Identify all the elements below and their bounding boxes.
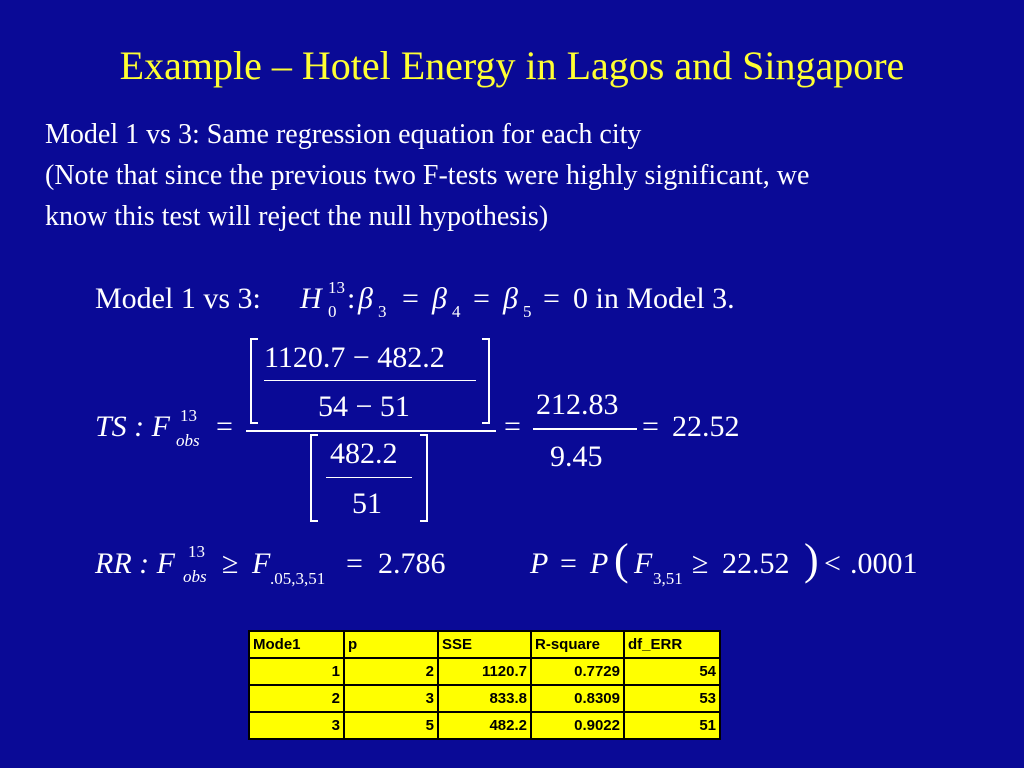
den-bracket-right bbox=[426, 434, 428, 522]
frac-bar bbox=[533, 428, 637, 430]
p-open-paren: ( bbox=[614, 535, 629, 584]
ts-superscript: 13 bbox=[180, 406, 197, 425]
ts-equals-2: = bbox=[504, 410, 521, 443]
den-top: 482.2 bbox=[330, 437, 398, 470]
rr-label: RR : F bbox=[95, 547, 175, 580]
rr-superscript: 13 bbox=[188, 542, 205, 561]
equals-2: = bbox=[473, 282, 490, 315]
den-inner-fraction-bar bbox=[326, 477, 412, 478]
ts-equals-3: = bbox=[642, 410, 659, 443]
table-cell: 54 bbox=[624, 658, 720, 685]
den-bracket-left-bottom bbox=[310, 520, 318, 522]
frac-bottom: 9.45 bbox=[550, 440, 603, 473]
num-top: 1120.7 − 482.2 bbox=[264, 341, 445, 374]
den-bracket-left-top bbox=[310, 434, 318, 436]
table-cell: 482.2 bbox=[438, 712, 531, 739]
num-bracket-right-top bbox=[482, 338, 490, 340]
h-superscript: 13 bbox=[328, 278, 345, 297]
p-symbol: P bbox=[530, 547, 549, 580]
den-bracket-right-bottom bbox=[420, 520, 428, 522]
p-close-paren: ) bbox=[804, 535, 819, 584]
ts-subscript: obs bbox=[176, 431, 200, 450]
main-fraction-bar bbox=[246, 430, 496, 432]
ts-result: 22.52 bbox=[672, 410, 740, 443]
table-header-row bbox=[249, 631, 720, 658]
rr-subscript: obs bbox=[183, 567, 207, 586]
num-bracket-right bbox=[488, 338, 490, 424]
beta3-symbol: β bbox=[358, 282, 373, 315]
num-bracket-left bbox=[250, 338, 252, 424]
intro-line-3: know this test will reject the null hypothesis) bbox=[45, 201, 549, 232]
table-row bbox=[249, 658, 720, 685]
beta5-subscript: 5 bbox=[523, 302, 532, 321]
num-bottom: 54 − 51 bbox=[318, 390, 410, 423]
num-bracket-right-bottom bbox=[482, 422, 490, 424]
model-comparison-table bbox=[248, 630, 721, 740]
den-bracket-left bbox=[310, 434, 312, 522]
table-header-cell: SSE bbox=[438, 631, 531, 658]
table-cell: 1 bbox=[249, 658, 344, 685]
table-cell: 2 bbox=[344, 658, 438, 685]
table-cell: 0.8309 bbox=[531, 685, 624, 712]
intro-line-1: Model 1 vs 3: Same regression equation for each city bbox=[45, 119, 642, 150]
table-cell: 53 bbox=[624, 685, 720, 712]
p-less-than: < bbox=[824, 547, 841, 580]
table-row bbox=[249, 712, 720, 739]
hypothesis-zero-in-model: 0 in Model 3. bbox=[573, 282, 735, 315]
table-cell: 0.9022 bbox=[531, 712, 624, 739]
p-equals: = bbox=[560, 547, 577, 580]
den-bracket-right-top bbox=[420, 434, 428, 436]
table-cell: 1120.7 bbox=[438, 658, 531, 685]
frac-top: 212.83 bbox=[536, 388, 619, 421]
table-header-cell: p bbox=[344, 631, 438, 658]
table-header-cell: df_ERR bbox=[624, 631, 720, 658]
p-f-symbol: F bbox=[634, 547, 653, 580]
slide-title: Example – Hotel Energy in Lagos and Singapore bbox=[119, 43, 905, 88]
table-header-cell: Mode1 bbox=[249, 631, 344, 658]
table-cell: 2 bbox=[249, 685, 344, 712]
rr-value: 2.786 bbox=[378, 547, 446, 580]
table-cell: 51 bbox=[624, 712, 720, 739]
num-bracket-left-top bbox=[250, 338, 258, 340]
intro-text bbox=[45, 114, 995, 237]
rr-f-critical-subscript: .05,3,51 bbox=[270, 569, 326, 588]
table-cell: 0.7729 bbox=[531, 658, 624, 685]
p-geq: ≥ bbox=[692, 547, 709, 580]
h-colon: : bbox=[347, 282, 356, 315]
table-cell: 3 bbox=[249, 712, 344, 739]
beta5-symbol: β bbox=[503, 282, 518, 315]
p-result: .0001 bbox=[850, 547, 918, 580]
num-inner-fraction-bar bbox=[264, 380, 476, 381]
hypothesis-prefix: Model 1 vs 3: bbox=[95, 282, 261, 315]
ts-label: TS : F bbox=[95, 410, 170, 443]
h-symbol: H bbox=[300, 282, 322, 315]
den-bottom: 51 bbox=[352, 487, 382, 520]
beta4-subscript: 4 bbox=[452, 302, 461, 321]
ts-equals: = bbox=[216, 410, 233, 443]
num-bracket-left-bottom bbox=[250, 422, 258, 424]
table-cell: 5 bbox=[344, 712, 438, 739]
p-symbol-2: P bbox=[590, 547, 609, 580]
rr-equals: = bbox=[346, 547, 363, 580]
equals-3: = bbox=[543, 282, 560, 315]
table-cell: 833.8 bbox=[438, 685, 531, 712]
table-row bbox=[249, 685, 720, 712]
beta4-symbol: β bbox=[432, 282, 447, 315]
rr-f-critical: F bbox=[252, 547, 271, 580]
p-f-subscript: 3,51 bbox=[653, 569, 683, 588]
rr-geq: ≥ bbox=[222, 547, 239, 580]
intro-line-2: (Note that since the previous two F-tests were highly significant, we bbox=[45, 160, 810, 191]
table-cell: 3 bbox=[344, 685, 438, 712]
table-header-cell: R-square bbox=[531, 631, 624, 658]
p-observed-value: 22.52 bbox=[722, 547, 790, 580]
equals-1: = bbox=[402, 282, 419, 315]
beta3-subscript: 3 bbox=[378, 302, 387, 321]
h-subscript: 0 bbox=[328, 302, 337, 321]
